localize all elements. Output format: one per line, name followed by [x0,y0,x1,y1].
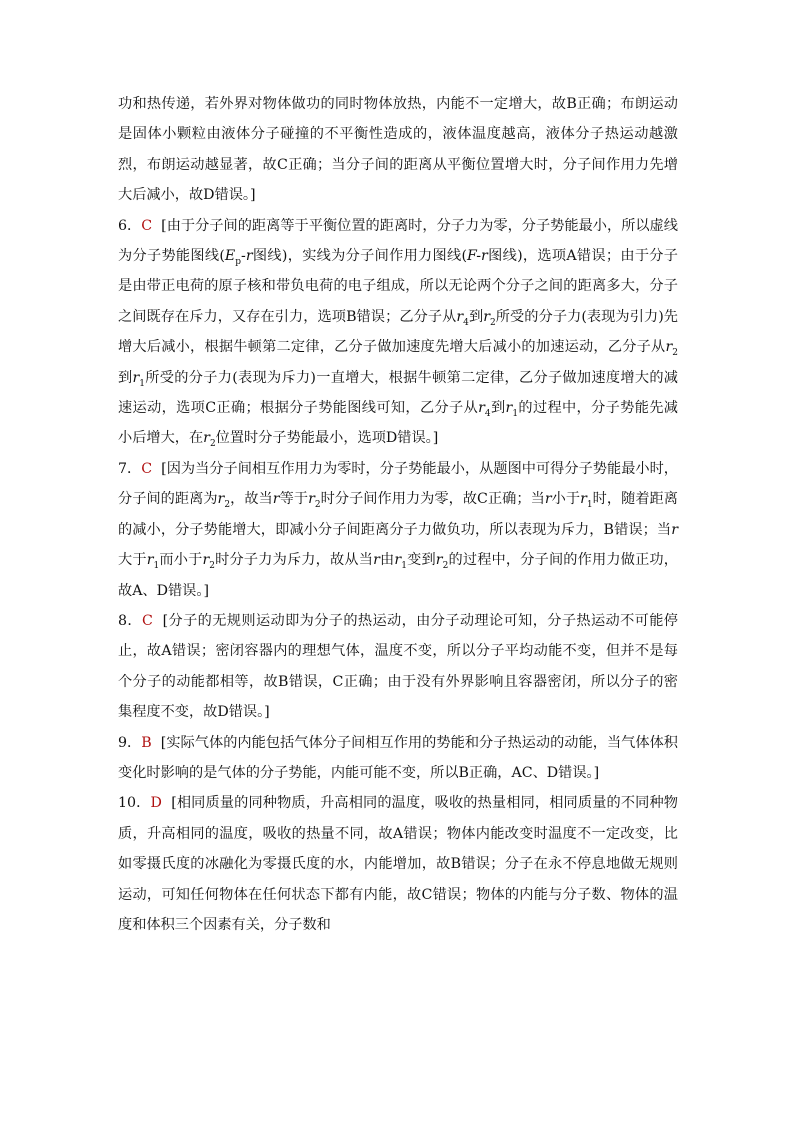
answer-letter: B [141,734,152,751]
answer-letter: C [141,217,153,234]
answer-letter: D [150,795,162,812]
answer-explanations [118,89,678,940]
question-8-explanation: 8．C [分子的无规则运动即为分子的热运动，由分子动理论可知，分子热运动不可能停止，故A错误；密闭容器内的理想气体，温度不变，所以分子平均动能不变，但并不是每个分子的动能都相等，故B错误，C正确；由于没有外界影响且容器密闭，所以分子的密集程度不变，故D错误。] [118,612,678,721]
question-number: 8． [118,612,142,629]
question-6-explanation: 6．C [由于分子间的距离等于平衡位置的距离时，分子力为零，分子势能最小，所以虚线为分子势能图线($E_p-r$图线)，实线为分子间作用力图线(F-r图线)，选项A错误；由于分子是由带正电荷的原子核和带负电荷的电子组成，所以无论两个分子之间的距离多大，分子之间既存在斥力，又存在引力，选项B错误；乙分子从$r_4$到$r_2$所受的分子力(表现为引力)先增大后减小，根据牛顿第二定律，乙分子做加速度先增大后减小的加速运动，乙分子从$r_2$到$r_1$所受的分子力(表现为斥力)一直增大，根据牛顿第二定律，乙分子做加速度增大的减速运动，选项C正确；根据分子势能图线可知，乙分子从$r_4$到$r_1$的过程中，分子势能先减小后增大，在$r_2$位置时分子势能最小，选项D错误。] [118,217,678,450]
continuation-paragraph: 功和热传递，若外界对物体做功的同时物体放热，内能不一定增大，故B正确；布朗运动是固体小颗粒由液体分子碰撞的不平衡性造成的，液体温度越高，液体分子热运动越激烈，布朗运动越显著，故C正确；当分子间的距离从平衡位置增大时，分子间作用力先增大后减小，故D错误。] [118,96,678,204]
answer-letter: C [141,460,153,477]
answer-letter: C [141,612,153,629]
question-10-explanation: 10．D [相同质量的同种物质，升高相同的温度，吸收的热量相同，相同质量的不同种物质，升高相同的温度，吸收的热量不同，故A错误；物体内能改变时温度不一定改变，比如零摄氏度的冰融化为零摄氏度的水，内能增加，故B错误；分子在永不停息地做无规则运动，可知任何物体在任何状态下都有内能，故C错误；物体的内能与分子数、物体的温度和体积三个因素有关，分子数和 [118,795,678,933]
question-number: 10． [118,795,151,812]
question-9-explanation: 9．B [实际气体的内能包括气体分子间相互作用的势能和分子热运动的动能，当气体体积变化时影响的是气体的分子势能，内能可能不变，所以B正确，AC、D错误。] [118,734,678,781]
question-number: 9． [118,734,142,751]
question-7-explanation: 7．C [因为当分子间相互作用力为零时，分子势能最小，从题图中可得分子势能最小时，分子间的距离为$r_2$，故当r等于$r_2$时分子间作用力为零，故C正确；当r小于$r_1$时，随着距离的减小，分子势能增大，即减小分子间距离分子力做负功，所以表现为斥力，B错误；当r大于$r_1$而小于$r_2$时分子力为斥力，故从当r由$r_1$变到$r_2$的过程中，分子间的作用力做正功，故A、D错误。] [118,460,678,599]
question-number: 7． [118,460,142,477]
question-number: 6． [118,217,142,234]
